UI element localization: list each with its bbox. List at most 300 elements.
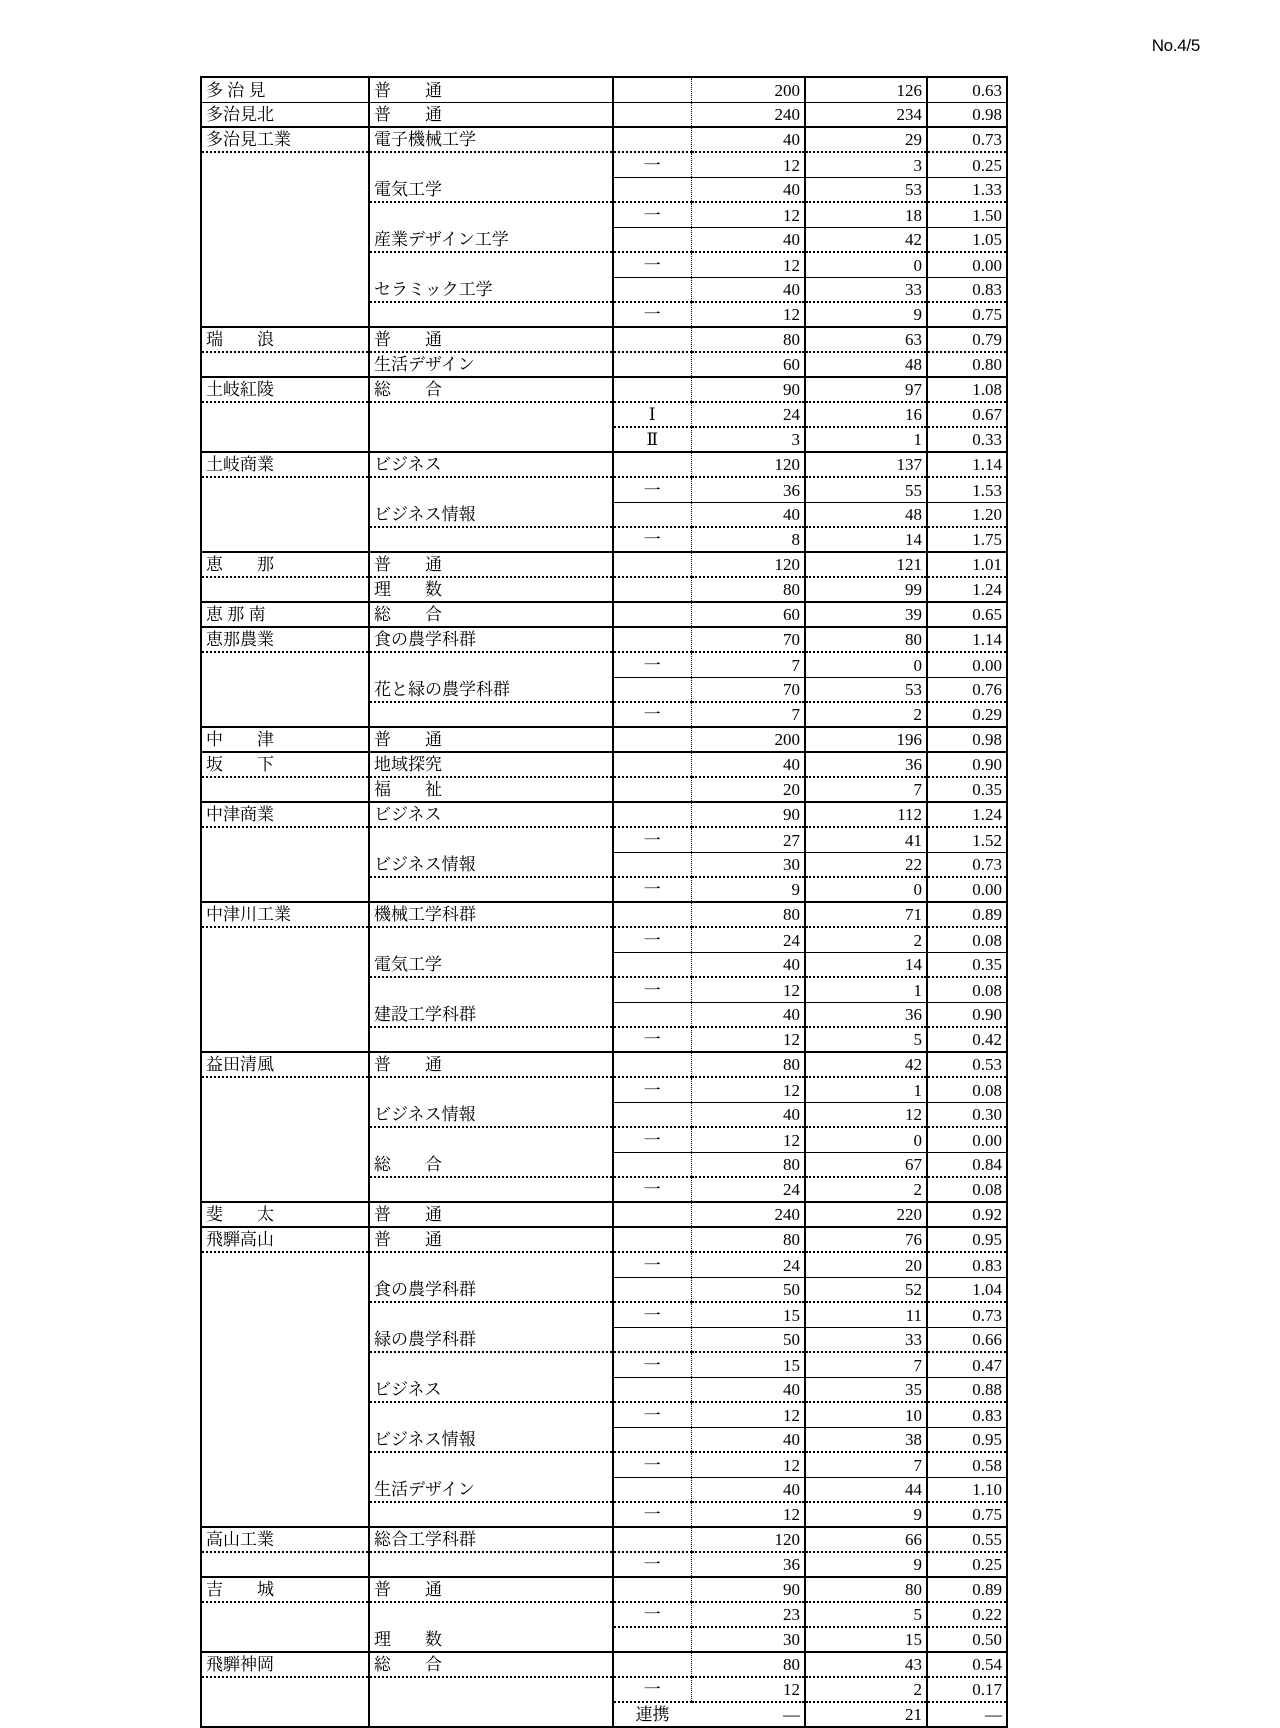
capacity-cell: 20 xyxy=(691,777,805,802)
table-row xyxy=(201,877,1007,902)
school-name-cell xyxy=(201,652,369,677)
school-name-cell: 土岐商業 xyxy=(201,452,369,477)
table-row xyxy=(201,1677,1007,1702)
table-row xyxy=(201,402,1007,427)
capacity-cell: 24 xyxy=(691,402,805,427)
ratio-cell: 0.35 xyxy=(927,952,1007,977)
table-row xyxy=(201,1027,1007,1052)
ratio-cell: 1.24 xyxy=(927,577,1007,602)
course-name-cell: ビジネス xyxy=(369,1377,613,1402)
capacity-cell: 24 xyxy=(691,927,805,952)
ratio-cell: 0.89 xyxy=(927,1577,1007,1602)
table-row xyxy=(201,927,1007,952)
course-name-cell: 地域探究 xyxy=(369,752,613,777)
applicants-cell: 1 xyxy=(805,1077,927,1102)
school-name-cell xyxy=(201,1427,369,1452)
capacity-cell: 80 xyxy=(691,1652,805,1677)
ratio-cell: 1.24 xyxy=(927,802,1007,827)
ratio-cell: 0.76 xyxy=(927,677,1007,702)
course-name-cell: 普 通 xyxy=(369,1202,613,1227)
course-name-cell xyxy=(369,827,613,852)
table-row xyxy=(201,1302,1007,1327)
ratio-cell: 1.05 xyxy=(927,227,1007,252)
table-row xyxy=(201,852,1007,877)
course-name-cell: 普 通 xyxy=(369,727,613,752)
course-name-cell: 普 通 xyxy=(369,1227,613,1252)
selection-type-cell: 一 xyxy=(613,1552,691,1577)
table-row xyxy=(201,202,1007,227)
applicants-cell: 0 xyxy=(805,252,927,277)
capacity-cell: 40 xyxy=(691,752,805,777)
capacity-cell: — xyxy=(691,1702,805,1727)
selection-type-cell: 一 xyxy=(613,302,691,327)
course-name-cell: ビジネス情報 xyxy=(369,1427,613,1452)
capacity-cell: 12 xyxy=(691,977,805,1002)
applicants-cell: 1 xyxy=(805,977,927,1002)
school-name-cell: 土岐紅陵 xyxy=(201,377,369,402)
applicants-cell: 53 xyxy=(805,177,927,202)
applicants-cell: 36 xyxy=(805,752,927,777)
course-name-cell: 理 数 xyxy=(369,1627,613,1652)
selection-type-cell: 一 xyxy=(613,652,691,677)
applicant-table-container xyxy=(200,76,1006,1728)
selection-type-cell: 一 xyxy=(613,202,691,227)
selection-type-cell xyxy=(613,127,691,152)
capacity-cell: 50 xyxy=(691,1277,805,1302)
ratio-cell: 0.25 xyxy=(927,152,1007,177)
applicants-cell: 36 xyxy=(805,1002,927,1027)
course-name-cell xyxy=(369,427,613,452)
ratio-cell: 0.65 xyxy=(927,602,1007,627)
table-row xyxy=(201,1427,1007,1452)
course-name-cell: 総 合 xyxy=(369,602,613,627)
table-row xyxy=(201,227,1007,252)
table-row xyxy=(201,252,1007,277)
ratio-cell: 0.29 xyxy=(927,702,1007,727)
ratio-cell: 0.73 xyxy=(927,127,1007,152)
ratio-cell: 0.55 xyxy=(927,1527,1007,1552)
course-name-cell: 電気工学 xyxy=(369,177,613,202)
table-row xyxy=(201,677,1007,702)
course-name-cell xyxy=(369,1077,613,1102)
ratio-cell: 1.33 xyxy=(927,177,1007,202)
applicants-cell: 48 xyxy=(805,502,927,527)
ratio-cell: 1.14 xyxy=(927,452,1007,477)
capacity-cell: 40 xyxy=(691,1002,805,1027)
selection-type-cell xyxy=(613,352,691,377)
school-name-cell xyxy=(201,777,369,802)
selection-type-cell xyxy=(613,1577,691,1602)
course-name-cell xyxy=(369,1502,613,1527)
applicants-cell: 33 xyxy=(805,1327,927,1352)
school-name-cell: 益田清風 xyxy=(201,1052,369,1077)
ratio-cell: 0.90 xyxy=(927,752,1007,777)
applicants-cell: 71 xyxy=(805,902,927,927)
applicants-cell: 0 xyxy=(805,652,927,677)
applicants-cell: 9 xyxy=(805,1502,927,1527)
course-name-cell xyxy=(369,927,613,952)
table-row xyxy=(201,827,1007,852)
selection-type-cell xyxy=(613,802,691,827)
school-name-cell xyxy=(201,502,369,527)
table-row xyxy=(201,652,1007,677)
course-name-cell: ビジネス xyxy=(369,802,613,827)
applicants-cell: 39 xyxy=(805,602,927,627)
school-name-cell xyxy=(201,1327,369,1352)
capacity-cell: 27 xyxy=(691,827,805,852)
selection-type-cell: 一 xyxy=(613,527,691,552)
applicants-cell: 18 xyxy=(805,202,927,227)
capacity-cell: 120 xyxy=(691,1527,805,1552)
school-name-cell xyxy=(201,1152,369,1177)
table-row xyxy=(201,1002,1007,1027)
applicants-cell: 67 xyxy=(805,1152,927,1177)
table-row xyxy=(201,1502,1007,1527)
ratio-cell: 0.17 xyxy=(927,1677,1007,1702)
school-name-cell xyxy=(201,1352,369,1377)
table-row xyxy=(201,1177,1007,1202)
applicants-cell: 112 xyxy=(805,802,927,827)
table-row xyxy=(201,1602,1007,1627)
ratio-cell: 0.83 xyxy=(927,1402,1007,1427)
capacity-cell: 7 xyxy=(691,652,805,677)
table-row xyxy=(201,277,1007,302)
selection-type-cell: 一 xyxy=(613,702,691,727)
course-name-cell: ビジネス情報 xyxy=(369,1102,613,1127)
ratio-cell: 0.08 xyxy=(927,977,1007,1002)
school-name-cell: 恵那農業 xyxy=(201,627,369,652)
school-name-cell xyxy=(201,1627,369,1652)
table-row xyxy=(201,452,1007,477)
selection-type-cell: 一 xyxy=(613,1077,691,1102)
course-name-cell: 総 合 xyxy=(369,1652,613,1677)
table-row xyxy=(201,552,1007,577)
selection-type-cell xyxy=(613,952,691,977)
table-row xyxy=(201,702,1007,727)
course-name-cell: 普 通 xyxy=(369,1577,613,1602)
school-name-cell xyxy=(201,402,369,427)
selection-type-cell xyxy=(613,452,691,477)
course-name-cell xyxy=(369,1452,613,1477)
applicants-cell: 99 xyxy=(805,577,927,602)
course-name-cell xyxy=(369,1552,613,1577)
school-name-cell: 多 治 見 xyxy=(201,77,369,102)
capacity-cell: 12 xyxy=(691,1127,805,1152)
school-name-cell xyxy=(201,277,369,302)
capacity-cell: 12 xyxy=(691,1677,805,1702)
ratio-cell: 1.10 xyxy=(927,1477,1007,1502)
course-name-cell xyxy=(369,152,613,177)
capacity-cell: 120 xyxy=(691,452,805,477)
capacity-cell: 12 xyxy=(691,252,805,277)
school-name-cell: 斐 太 xyxy=(201,1202,369,1227)
ratio-cell: 0.73 xyxy=(927,852,1007,877)
selection-type-cell xyxy=(613,1427,691,1452)
course-name-cell: ビジネス情報 xyxy=(369,852,613,877)
table-row xyxy=(201,727,1007,752)
school-name-cell xyxy=(201,977,369,1002)
applicants-cell: 22 xyxy=(805,852,927,877)
course-name-cell: 普 通 xyxy=(369,77,613,102)
school-name-cell: 中津商業 xyxy=(201,802,369,827)
applicants-cell: 42 xyxy=(805,227,927,252)
applicants-cell: 5 xyxy=(805,1027,927,1052)
school-name-cell xyxy=(201,302,369,327)
applicants-cell: 41 xyxy=(805,827,927,852)
capacity-cell: 40 xyxy=(691,127,805,152)
capacity-cell: 12 xyxy=(691,1502,805,1527)
selection-type-cell: Ⅱ xyxy=(613,427,691,452)
capacity-cell: 15 xyxy=(691,1302,805,1327)
school-name-cell xyxy=(201,1177,369,1202)
applicants-cell: 9 xyxy=(805,1552,927,1577)
applicants-cell: 9 xyxy=(805,302,927,327)
school-name-cell: 吉 城 xyxy=(201,1577,369,1602)
ratio-cell: — xyxy=(985,1705,1002,1724)
ratio-cell: 0.95 xyxy=(927,1227,1007,1252)
capacity-cell: 40 xyxy=(691,177,805,202)
capacity-cell: 12 xyxy=(691,1077,805,1102)
capacity-cell: 12 xyxy=(691,202,805,227)
table-row xyxy=(201,127,1007,152)
selection-type-cell: 一 xyxy=(613,1677,691,1702)
table-row xyxy=(201,377,1007,402)
capacity-cell: 40 xyxy=(691,952,805,977)
school-name-cell: 飛騨神岡 xyxy=(201,1652,369,1677)
capacity-cell: 12 xyxy=(691,152,805,177)
school-name-cell: 瑞 浪 xyxy=(201,327,369,352)
course-name-cell: 福 祉 xyxy=(369,777,613,802)
course-name-cell: 生活デザイン xyxy=(369,1477,613,1502)
course-name-cell: セラミック工学 xyxy=(369,277,613,302)
table-row xyxy=(201,752,1007,777)
capacity-cell: 60 xyxy=(691,352,805,377)
course-name-cell xyxy=(369,1402,613,1427)
capacity-cell: 9 xyxy=(691,877,805,902)
selection-type-cell xyxy=(613,677,691,702)
applicants-cell: 1 xyxy=(805,427,927,452)
table-row xyxy=(201,352,1007,377)
ratio-cell: 1.50 xyxy=(927,202,1007,227)
course-name-cell: 総 合 xyxy=(369,1152,613,1177)
applicants-cell: 97 xyxy=(805,377,927,402)
capacity-cell: 40 xyxy=(691,1377,805,1402)
school-name-cell xyxy=(201,1252,369,1277)
school-name-cell xyxy=(201,1277,369,1302)
selection-type-cell xyxy=(613,1527,691,1552)
selection-type-cell: 一 xyxy=(613,152,691,177)
school-name-cell xyxy=(201,1027,369,1052)
table-row xyxy=(201,1252,1007,1277)
ratio-cell: 0.08 xyxy=(927,1077,1007,1102)
table-row xyxy=(201,152,1007,177)
ratio-cell: 0.90 xyxy=(927,1002,1007,1027)
capacity-cell: 80 xyxy=(691,1152,805,1177)
capacity-cell: 40 xyxy=(691,277,805,302)
applicants-cell: 196 xyxy=(805,727,927,752)
school-name-cell: 恵 那 xyxy=(201,552,369,577)
selection-type-cell xyxy=(613,177,691,202)
school-name-cell xyxy=(201,227,369,252)
course-name-cell xyxy=(369,977,613,1002)
applicants-cell: 12 xyxy=(805,1102,927,1127)
course-name-cell: 花と緑の農学科群 xyxy=(369,677,613,702)
school-name-cell xyxy=(201,1552,369,1577)
school-name-cell xyxy=(201,252,369,277)
school-name-cell xyxy=(201,352,369,377)
ratio-cell: 0.83 xyxy=(927,1252,1007,1277)
selection-type-cell: 一 xyxy=(613,1352,691,1377)
course-name-cell xyxy=(369,1702,613,1727)
course-name-cell: 電気工学 xyxy=(369,952,613,977)
selection-type-cell xyxy=(613,327,691,352)
applicants-cell: 76 xyxy=(805,1227,927,1252)
ratio-cell: 1.04 xyxy=(927,1277,1007,1302)
ratio-cell: 0.83 xyxy=(927,277,1007,302)
ratio-cell: 0.84 xyxy=(927,1152,1007,1177)
table-row xyxy=(201,952,1007,977)
ratio-cell: 0.25 xyxy=(927,1552,1007,1577)
applicants-cell: 3 xyxy=(805,152,927,177)
applicants-cell: 2 xyxy=(805,927,927,952)
selection-type-cell xyxy=(613,1277,691,1302)
school-name-cell: 多治見北 xyxy=(201,102,369,127)
selection-type-cell xyxy=(613,502,691,527)
capacity-cell: 30 xyxy=(691,1627,805,1652)
course-name-cell xyxy=(369,1252,613,1277)
table-row xyxy=(201,602,1007,627)
course-name-cell xyxy=(369,302,613,327)
selection-type-cell xyxy=(613,1477,691,1502)
course-name-cell: 機械工学科群 xyxy=(369,902,613,927)
school-name-cell xyxy=(201,1127,369,1152)
ratio-cell: 0.22 xyxy=(927,1602,1007,1627)
table-row xyxy=(201,477,1007,502)
school-name-cell xyxy=(201,527,369,552)
selection-type-cell xyxy=(613,77,691,102)
applicants-cell: 43 xyxy=(805,1652,927,1677)
selection-type-cell xyxy=(613,577,691,602)
selection-type-cell xyxy=(613,727,691,752)
ratio-cell: 0.75 xyxy=(927,302,1007,327)
applicants-cell: 0 xyxy=(805,1127,927,1152)
selection-type-cell xyxy=(613,1627,691,1652)
ratio-cell: 1.08 xyxy=(927,377,1007,402)
course-name-cell: 総 合 xyxy=(369,377,613,402)
selection-type-cell xyxy=(613,277,691,302)
table-row xyxy=(201,1202,1007,1227)
table-row xyxy=(201,1527,1007,1552)
applicants-cell: 20 xyxy=(805,1252,927,1277)
capacity-cell: 24 xyxy=(691,1177,805,1202)
applicants-cell: 63 xyxy=(805,327,927,352)
ratio-cell: 1.01 xyxy=(927,552,1007,577)
course-name-cell: 普 通 xyxy=(369,102,613,127)
selection-type-cell xyxy=(613,552,691,577)
ratio-cell: 0.92 xyxy=(927,1202,1007,1227)
ratio-cell: 0.66 xyxy=(927,1327,1007,1352)
capacity-cell: 40 xyxy=(691,1477,805,1502)
applicants-cell: 48 xyxy=(805,352,927,377)
school-name-cell: 中 津 xyxy=(201,727,369,752)
ratio-cell: 1.14 xyxy=(927,627,1007,652)
school-name-cell xyxy=(201,1102,369,1127)
course-name-cell: 普 通 xyxy=(369,552,613,577)
applicants-cell: 5 xyxy=(805,1602,927,1627)
capacity-cell: 7 xyxy=(691,702,805,727)
table-row xyxy=(201,1277,1007,1302)
applicants-cell: 2 xyxy=(805,1677,927,1702)
capacity-cell: 12 xyxy=(691,1402,805,1427)
course-name-cell xyxy=(369,202,613,227)
ratio-cell: 0.42 xyxy=(927,1027,1007,1052)
school-name-cell xyxy=(201,852,369,877)
capacity-cell: 80 xyxy=(691,1227,805,1252)
applicant-ratio-table xyxy=(200,76,1008,1728)
ratio-cell: 0.47 xyxy=(927,1352,1007,1377)
selection-type-cell: 一 xyxy=(613,1452,691,1477)
ratio-cell: 0.63 xyxy=(927,77,1007,102)
table-row xyxy=(201,1227,1007,1252)
capacity-cell: 36 xyxy=(691,1552,805,1577)
ratio-cell: 0.08 xyxy=(927,1177,1007,1202)
selection-type-cell: 一 xyxy=(613,1127,691,1152)
course-name-cell: 食の農学科群 xyxy=(369,1277,613,1302)
table-row xyxy=(201,902,1007,927)
selection-type-cell xyxy=(613,1052,691,1077)
table-row xyxy=(201,1352,1007,1377)
ratio-cell: 1.52 xyxy=(927,827,1007,852)
ratio-cell: 0.95 xyxy=(927,1427,1007,1452)
course-name-cell xyxy=(369,1127,613,1152)
course-name-cell: 緑の農学科群 xyxy=(369,1327,613,1352)
course-name-cell xyxy=(369,702,613,727)
capacity-cell: 240 xyxy=(691,1202,805,1227)
selection-type-cell xyxy=(613,852,691,877)
school-name-cell xyxy=(201,1002,369,1027)
ratio-cell: 0.98 xyxy=(927,727,1007,752)
applicants-cell: 80 xyxy=(805,1577,927,1602)
ratio-cell: 0.75 xyxy=(927,1502,1007,1527)
applicants-cell: 38 xyxy=(805,1427,927,1452)
selection-type-cell: 一 xyxy=(613,1252,691,1277)
capacity-cell: 200 xyxy=(691,77,805,102)
table-row xyxy=(201,1127,1007,1152)
school-name-cell xyxy=(201,677,369,702)
ratio-cell: 0.35 xyxy=(927,777,1007,802)
ratio-cell: 0.54 xyxy=(927,1652,1007,1677)
capacity-cell: 90 xyxy=(691,1577,805,1602)
table-row xyxy=(201,77,1007,102)
school-name-cell xyxy=(201,1077,369,1102)
table-row xyxy=(201,1452,1007,1477)
selection-type-cell xyxy=(613,777,691,802)
capacity-cell: 12 xyxy=(691,302,805,327)
capacity-cell: 80 xyxy=(691,327,805,352)
capacity-cell: 24 xyxy=(691,1252,805,1277)
applicants-cell: 29 xyxy=(805,127,927,152)
school-name-cell xyxy=(201,1377,369,1402)
course-name-cell xyxy=(369,527,613,552)
school-name-cell xyxy=(201,952,369,977)
ratio-cell: 0.00 xyxy=(927,1127,1007,1152)
table-row xyxy=(201,1077,1007,1102)
capacity-cell: 40 xyxy=(691,227,805,252)
course-name-cell xyxy=(369,1352,613,1377)
table-row xyxy=(201,1102,1007,1127)
selection-type-cell xyxy=(613,1102,691,1127)
applicants-cell: 66 xyxy=(805,1527,927,1552)
